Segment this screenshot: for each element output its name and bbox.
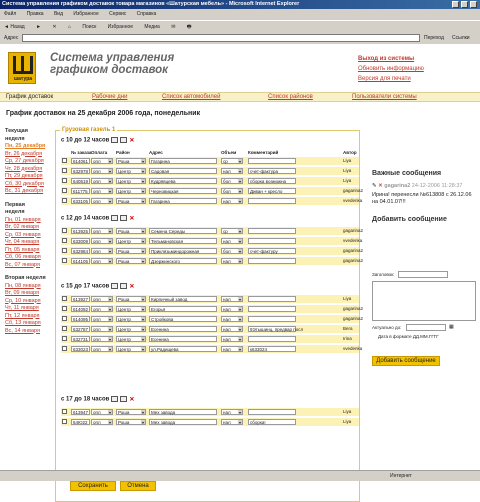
page-title: График доставок на 25 декабря 2006 года, понедельник: [6, 110, 201, 117]
address-input[interactable]: Мех завода: [149, 409, 217, 415]
logo: [8, 52, 36, 84]
volume-select[interactable]: нал ▾: [221, 306, 243, 312]
column-header: Оплата: [91, 150, 108, 155]
row-checkbox[interactable]: [62, 419, 67, 424]
tab-cars[interactable]: Список автомобилей: [162, 94, 221, 100]
comment-input[interactable]: сборка возможна: [248, 178, 296, 184]
delete-icon[interactable]: ✕: [129, 284, 135, 290]
week-spacer: [5, 335, 55, 341]
volume-select[interactable]: нал ▾: [221, 198, 243, 204]
author-label: Liya: [343, 409, 352, 414]
slot-heading: [61, 396, 135, 403]
order-number-input[interactable]: 614092: [73, 307, 89, 312]
order-number-input[interactable]: 613925: [73, 229, 89, 234]
comment-input[interactable]: счет-фактуру: [248, 248, 296, 254]
author-label: Liya: [343, 178, 352, 183]
table-row: [61, 167, 359, 175]
order-number-input[interactable]: 614061: [73, 159, 89, 164]
day-link[interactable]: Пт, 05 января: [5, 246, 40, 253]
volume-select[interactable]: бол ▾: [221, 178, 243, 184]
payment-select[interactable]: опл ▾: [91, 326, 113, 332]
comment-input[interactable]: к633024: [248, 346, 296, 352]
address-bar: [0, 33, 480, 44]
tab-users[interactable]: Пользователи системы: [352, 94, 417, 100]
links-button[interactable]: Ссылки: [452, 35, 470, 41]
row-checkbox[interactable]: [62, 336, 67, 341]
delete-icon[interactable]: ✕: [129, 397, 135, 403]
comment-input[interactable]: [248, 409, 296, 415]
table-row: [61, 197, 363, 205]
add-message-button[interactable]: Добавить сообщение: [372, 356, 440, 366]
order-number-input[interactable]: 632787: [73, 327, 89, 332]
payment-select[interactable]: опл ▾: [91, 198, 113, 204]
favorites-button[interactable]: Избранное: [107, 24, 134, 30]
comment-input[interactable]: [248, 316, 296, 322]
author-label: gagarina2: [343, 306, 364, 311]
calendar-icon[interactable]: ▦: [449, 324, 454, 330]
week-heading: неделя: [5, 135, 25, 142]
volume-select[interactable]: нал ▾: [221, 419, 243, 425]
week-heading: неделя: [5, 209, 25, 215]
message-author: gagarina2: [384, 183, 411, 189]
day-link[interactable]: Чт, 04 января: [5, 239, 40, 245]
main-nav: [0, 92, 480, 102]
day-link[interactable]: Пт, 29 декабря: [5, 173, 43, 179]
district-select[interactable]: Центр ▾: [116, 346, 146, 352]
district-select[interactable]: Центр ▾: [116, 316, 146, 322]
day-link[interactable]: Ср, 10 января: [5, 297, 41, 304]
menu-favorites[interactable]: Избранное: [73, 11, 99, 17]
window-title: Система управления графиком доставок товара магазинов «Шатурская мебель» - Microsoft Internet Explorer: [2, 1, 300, 7]
messages-panel: [372, 170, 476, 223]
menu-tools[interactable]: Сервис: [109, 11, 127, 17]
order-number-input[interactable]: 613927: [73, 297, 89, 302]
message-time: 24-12-2006 11:28:37: [411, 183, 463, 189]
add-message-title: Добавить сообщение: [372, 216, 447, 223]
table-row: [61, 335, 359, 343]
address-input[interactable]: Тельмановская: [149, 238, 217, 244]
order-number-input[interactable]: 614095: [73, 317, 89, 322]
column-header: № заказа: [71, 150, 92, 155]
day-link[interactable]: Вт, 26 декабря: [5, 150, 43, 157]
district-select[interactable]: Центр ▾: [116, 168, 146, 174]
order-number-input[interactable]: 633009: [73, 239, 89, 244]
payment-select[interactable]: опл ▾: [91, 188, 113, 194]
author-label: Liya: [343, 168, 352, 173]
edit-icon[interactable]: [111, 137, 118, 143]
slot-heading: [61, 215, 135, 222]
comment-input[interactable]: [248, 228, 296, 234]
minimize-button[interactable]: [452, 1, 459, 8]
slot-title: с 17 до 18 часов: [61, 396, 110, 403]
district-select[interactable]: Центр ▾: [116, 326, 146, 332]
payment-select[interactable]: опл ▾: [91, 346, 113, 352]
row-checkbox[interactable]: [62, 316, 67, 321]
slot-title: с 10 до 12 часов: [61, 137, 110, 144]
district-select[interactable]: Роша ▾: [116, 248, 146, 254]
day-link[interactable]: Ср, 27 декабря: [5, 158, 44, 164]
author-label: Bera: [343, 326, 353, 331]
menu-view[interactable]: Вид: [53, 11, 64, 17]
message-item: [372, 183, 476, 206]
table-row: [61, 237, 363, 245]
row-checkbox[interactable]: [62, 306, 67, 311]
day-link[interactable]: Вс, 07 января: [5, 261, 41, 268]
row-checkbox[interactable]: [62, 158, 67, 163]
address-input[interactable]: Стройкова: [149, 316, 217, 322]
table-row: [61, 187, 364, 195]
row-checkbox[interactable]: [62, 248, 67, 253]
home-button[interactable]: ⌂: [68, 24, 72, 30]
group-title: Грузовая газель 1: [62, 127, 116, 133]
address-input[interactable]: [22, 34, 420, 42]
table-row: [61, 247, 364, 255]
order-number-input[interactable]: 613947: [73, 410, 89, 415]
comment-input[interactable]: счет-фактура: [248, 168, 296, 174]
week-heading: Текущая: [5, 128, 28, 134]
menu-bar: [0, 9, 480, 20]
back-button[interactable]: ◄ Назад: [4, 24, 25, 30]
slot-title: с 15 до 17 часов: [61, 283, 110, 290]
payment-select[interactable]: опл ▾: [91, 316, 113, 322]
subject-input[interactable]: [398, 271, 448, 278]
table-row: [61, 315, 364, 323]
author-label: Irina: [343, 336, 352, 341]
edit-icon[interactable]: [111, 215, 118, 221]
address-input[interactable]: Семена Середы: [149, 228, 217, 234]
volume-select[interactable]: нал ▾: [221, 316, 243, 322]
day-link[interactable]: Пн, 25 декабря: [5, 143, 46, 149]
status-zone: Интернет: [390, 473, 412, 479]
logout-link[interactable]: Выход из системы: [358, 56, 415, 62]
column-header: Комментарий: [248, 150, 279, 155]
column-header: Объем: [221, 150, 237, 155]
app-title-line1: Система управления: [50, 52, 175, 64]
district-select[interactable]: Центр ▾: [116, 238, 146, 244]
week-heading: Первая: [5, 201, 25, 208]
author-label: gagarina2: [343, 228, 364, 233]
address-input[interactable]: Егорья: [149, 306, 217, 312]
author-label: gagarina2: [343, 248, 364, 253]
row-checkbox[interactable]: [62, 258, 67, 263]
volume-select[interactable]: бол ▾: [221, 248, 243, 254]
delete-icon[interactable]: ✕: [378, 183, 383, 189]
media-button[interactable]: Медиа: [144, 24, 160, 30]
order-number-input[interactable]: 633023: [73, 347, 89, 352]
tab-workdays[interactable]: Рабочие дни: [92, 94, 128, 100]
order-number-input[interactable]: 611775: [71, 188, 90, 194]
order-number-input[interactable]: 632984: [73, 249, 89, 254]
top-links: [358, 54, 424, 84]
row-checkbox[interactable]: [62, 228, 67, 233]
close-window-button[interactable]: [470, 1, 477, 8]
order-number-input[interactable]: 614105: [73, 259, 89, 264]
day-link[interactable]: Пт, 12 января: [5, 312, 40, 319]
day-link[interactable]: Чт, 28 декабря: [5, 165, 43, 172]
order-number-input[interactable]: 64Ю22: [71, 419, 90, 425]
district-select[interactable]: Центр ▾: [116, 306, 146, 312]
day-link[interactable]: Чт, 11 января: [5, 305, 39, 311]
volume-select[interactable]: нал ▾: [221, 238, 243, 244]
address-input[interactable]: Приклязьминдорожная: [149, 248, 217, 254]
day-link[interactable]: Пн, 08 января: [5, 282, 41, 289]
row-checkbox[interactable]: [62, 178, 67, 183]
tab-schedule[interactable]: График доставок: [6, 94, 54, 100]
volume-select[interactable]: нал ▾: [221, 336, 243, 342]
payment-select[interactable]: опл ▾: [91, 228, 113, 234]
payment-select[interactable]: опл ▾: [91, 409, 113, 415]
author-label: Liya: [343, 296, 352, 301]
message-text: Ирина! перенесли №613808 с 26.12.06 на 04.01.07!!!: [372, 192, 472, 205]
payment-select[interactable]: опл ▾: [91, 158, 113, 164]
table-row: [61, 408, 359, 416]
comment-input[interactable]: [248, 238, 296, 244]
logo-text: шатура: [13, 76, 33, 82]
address-input[interactable]: ул.Радищева: [149, 346, 217, 352]
comment-input[interactable]: [248, 296, 296, 302]
volume-select[interactable]: ср ▾: [221, 228, 243, 234]
day-sidebar: [5, 128, 55, 341]
district-select[interactable]: Роша ▾: [116, 198, 146, 204]
day-link[interactable]: Вт, 02 января: [5, 224, 40, 230]
logo-icon: [13, 56, 33, 74]
copy-icon[interactable]: [120, 215, 127, 221]
author-label: Liya: [343, 158, 352, 163]
search-button[interactable]: Поиск: [82, 24, 97, 30]
order-number-input[interactable]: 640519: [73, 179, 89, 184]
day-link[interactable]: Вт, 09 января: [5, 290, 40, 296]
table-row: [61, 257, 364, 265]
menu-edit[interactable]: Правка: [26, 11, 44, 17]
payment-select[interactable]: опл ▾: [91, 168, 113, 174]
comment-input[interactable]: [248, 258, 296, 264]
day-link[interactable]: Сб, 13 января: [5, 320, 41, 326]
active-until-label: Актуально до:: [372, 325, 402, 330]
district-select[interactable]: Роша ▾: [116, 258, 146, 264]
volume-select[interactable]: нал ▾: [221, 168, 243, 174]
volume-select[interactable]: нал ▾: [221, 326, 243, 332]
menu-help[interactable]: Справка: [136, 11, 157, 17]
date-format-hint: Дата в формате ДД.ММ.ГГГГ: [378, 334, 439, 339]
volume-select[interactable]: нал ▾: [221, 346, 243, 352]
district-select[interactable]: Роша ▾: [116, 228, 146, 234]
status-bar: [0, 470, 480, 481]
message-textarea[interactable]: [372, 281, 476, 321]
app-title: [50, 52, 174, 76]
active-until-input[interactable]: [406, 324, 446, 331]
copy-icon[interactable]: [120, 137, 127, 143]
column-header: Район: [116, 150, 130, 155]
address-input[interactable]: Кирпичный завод: [149, 296, 217, 302]
forward-button[interactable]: ►: [36, 24, 42, 30]
address-input[interactable]: Есенина: [149, 336, 217, 342]
address-label: Адрес: [4, 35, 19, 41]
address-input[interactable]: Черновицкая: [149, 188, 217, 194]
volume-select[interactable]: ср ▾: [221, 158, 243, 164]
day-link[interactable]: Ср, 03 января: [5, 231, 41, 238]
payment-select[interactable]: опл ▾: [91, 178, 113, 184]
author-label: gagarina2: [343, 316, 364, 321]
column-header: Автор: [343, 150, 357, 155]
address-input[interactable]: Гагарина: [149, 198, 217, 204]
district-select[interactable]: Роша ▾: [116, 158, 146, 164]
comment-input[interactable]: [248, 158, 296, 164]
address-input[interactable]: Садовая: [149, 168, 217, 174]
payment-select[interactable]: опл ▾: [91, 248, 113, 254]
comment-input[interactable]: Диван + кресло: [248, 188, 296, 194]
day-link[interactable]: Сб, 30 декабря: [5, 180, 44, 187]
messages-title: Важные сообщения: [372, 170, 442, 177]
window-titlebar: [0, 0, 480, 9]
row-checkbox[interactable]: [62, 296, 67, 301]
order-number-input[interactable]: 632978: [73, 169, 89, 174]
go-button[interactable]: Переход: [424, 35, 444, 41]
order-number-input[interactable]: 633105: [73, 199, 89, 204]
menu-file[interactable]: Файл: [4, 11, 17, 17]
address-input[interactable]: Дзержинского: [149, 258, 217, 264]
district-select[interactable]: Центр ▾: [116, 188, 146, 194]
row-checkbox[interactable]: [62, 409, 67, 414]
row-checkbox[interactable]: [62, 168, 67, 173]
week-heading: Вторая неделя: [5, 275, 46, 281]
delete-icon[interactable]: ✕: [129, 138, 135, 144]
comment-input[interactable]: [248, 336, 296, 342]
district-select[interactable]: Центр ▾: [116, 178, 146, 184]
table-row: [61, 177, 359, 185]
edit-icon[interactable]: [111, 283, 118, 289]
address-input[interactable]: Гагарина: [149, 158, 217, 164]
table-row: [61, 295, 359, 303]
district-select[interactable]: Роша ▾: [116, 419, 146, 425]
payment-select[interactable]: опл ▾: [91, 419, 113, 425]
tab-districts[interactable]: Список районов: [268, 94, 313, 100]
row-checkbox[interactable]: [62, 346, 67, 351]
stop-button[interactable]: ✕: [52, 24, 57, 30]
comment-input[interactable]: [248, 198, 296, 204]
table-row: [61, 418, 359, 426]
day-link[interactable]: Вс, 31 декабря: [5, 188, 44, 194]
payment-select[interactable]: опл ▾: [91, 336, 113, 342]
slot-title: с 12 до 14 часов: [61, 215, 110, 222]
column-header: Адрес: [149, 150, 163, 155]
app-title-line2: графиком доставок: [50, 64, 168, 76]
order-number-input[interactable]: 632731: [73, 337, 89, 342]
print-button[interactable]: 🖶: [186, 24, 192, 30]
maximize-button[interactable]: [461, 1, 468, 8]
row-checkbox[interactable]: [62, 198, 67, 203]
row-checkbox[interactable]: [62, 238, 67, 243]
table-row: [61, 157, 359, 165]
comment-input[interactable]: 9Этышинц, предвар посл: [250, 327, 304, 332]
payment-select[interactable]: опл ▾: [91, 258, 113, 264]
comment-input[interactable]: [248, 306, 296, 312]
author-label: Liya: [343, 419, 352, 424]
save-button[interactable]: Сохранить: [70, 481, 116, 491]
copy-icon[interactable]: [120, 283, 127, 289]
table-row: [61, 305, 364, 313]
browser-toolbar: [0, 20, 480, 33]
table-header: [61, 149, 359, 156]
author-label: vvedenka: [343, 346, 363, 351]
row-checkbox[interactable]: [62, 326, 67, 331]
address-input[interactable]: Мех завода: [149, 419, 217, 425]
comment-input[interactable]: сборка!: [248, 419, 296, 425]
mail-button[interactable]: ✉: [171, 24, 176, 30]
address-input[interactable]: Кудрявцева: [149, 178, 217, 184]
slot-heading: [61, 137, 135, 144]
author-label: vvedenka: [343, 238, 363, 243]
day-link[interactable]: Пн, 01 января: [5, 216, 41, 223]
day-link[interactable]: Сб, 06 января: [5, 254, 41, 260]
delete-icon[interactable]: ✕: [129, 216, 135, 222]
edit-icon[interactable]: [111, 396, 118, 402]
volume-select[interactable]: бол ▾: [221, 188, 243, 194]
table-row: [61, 345, 363, 353]
volume-select[interactable]: нал ▾: [221, 296, 243, 302]
slot-heading: [61, 283, 135, 290]
address-input[interactable]: Есенина: [149, 326, 217, 332]
subject-label: Заголовок:: [372, 272, 395, 277]
day-link[interactable]: Вс, 14 января: [5, 327, 41, 334]
author-label: gagarina2: [343, 258, 364, 263]
district-select[interactable]: Роша ▾: [116, 296, 146, 302]
refresh-link[interactable]: Обновить информацию: [358, 66, 424, 72]
volume-select[interactable]: нал ▾: [221, 258, 243, 264]
district-select[interactable]: Центр ▾: [116, 336, 146, 342]
edit-icon[interactable]: ✎: [372, 183, 377, 189]
payment-select[interactable]: опл ▾: [91, 238, 113, 244]
row-checkbox[interactable]: [62, 188, 67, 193]
print-version-link[interactable]: Версия для печати: [358, 76, 411, 82]
schedule-panel: [55, 127, 364, 502]
author-label: gagarina2: [343, 188, 364, 193]
cancel-button[interactable]: Отмена: [120, 481, 156, 491]
payment-select[interactable]: опл ▾: [91, 296, 113, 302]
payment-select[interactable]: опл ▾: [91, 306, 113, 312]
author-label: vvedenka: [343, 198, 363, 203]
copy-icon[interactable]: [120, 396, 127, 402]
table-row: [61, 325, 359, 333]
district-select[interactable]: Роша ▾: [116, 409, 146, 415]
table-row: [61, 227, 364, 235]
volume-select[interactable]: нал ▾: [221, 409, 243, 415]
